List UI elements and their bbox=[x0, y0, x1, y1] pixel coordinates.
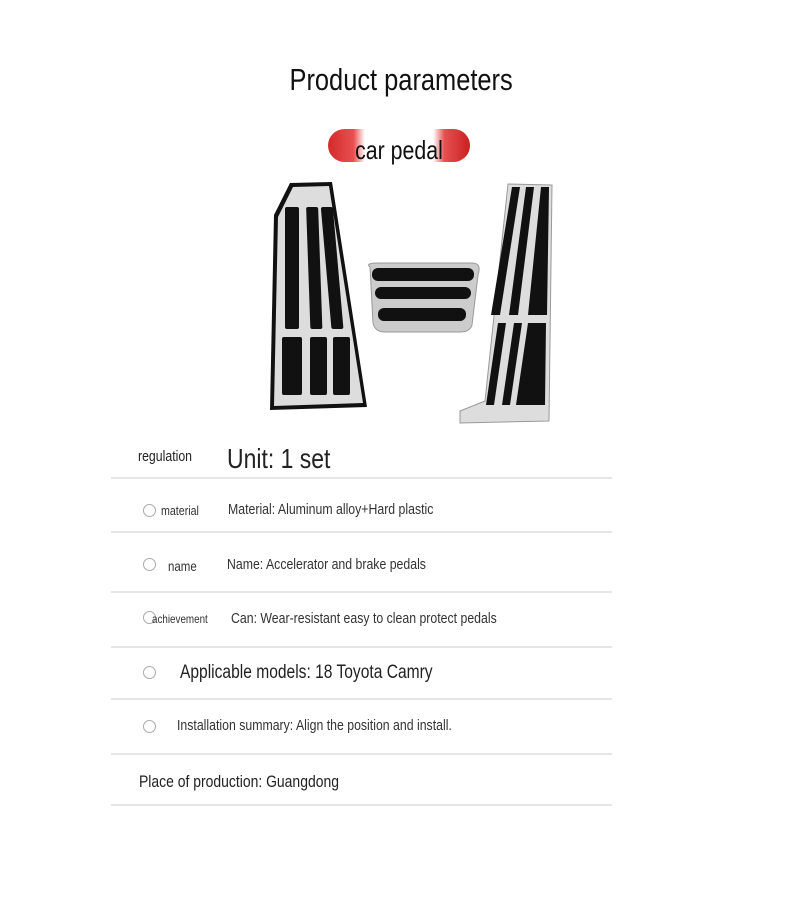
radio-icon bbox=[143, 558, 156, 571]
achievement-value: Can: Wear-resistant easy to clean protect pedals bbox=[231, 610, 497, 627]
divider bbox=[111, 591, 612, 593]
divider bbox=[111, 804, 612, 806]
material-value: Material: Aluminum alloy+Hard plastic bbox=[228, 501, 434, 518]
page-title: Product parameters bbox=[289, 62, 513, 97]
models-value: Applicable models: 18 Toyota Camry bbox=[180, 662, 433, 683]
unit-value: Unit: 1 set bbox=[227, 443, 331, 474]
installation-value: Installation summary: Align the position and install. bbox=[177, 717, 452, 734]
pedal-product-image bbox=[260, 175, 560, 430]
material-label: material bbox=[161, 503, 199, 518]
divider bbox=[111, 531, 612, 533]
radio-icon bbox=[143, 504, 156, 517]
product-badge bbox=[328, 129, 470, 165]
toggle-icon bbox=[143, 666, 156, 679]
toggle-icon bbox=[143, 720, 156, 733]
regulation-label: regulation bbox=[138, 448, 193, 465]
name-label: name bbox=[168, 558, 197, 574]
badge-label: car pedal bbox=[355, 135, 443, 165]
divider bbox=[111, 698, 612, 700]
name-value: Name: Accelerator and brake pedals bbox=[227, 556, 426, 573]
brake-pedal bbox=[369, 263, 480, 332]
divider bbox=[111, 646, 612, 648]
origin-value: Place of production: Guangdong bbox=[139, 772, 339, 791]
accelerator-pedal bbox=[270, 182, 367, 410]
divider bbox=[111, 753, 612, 755]
achievement-label: achievement bbox=[152, 612, 208, 626]
divider bbox=[111, 477, 612, 479]
